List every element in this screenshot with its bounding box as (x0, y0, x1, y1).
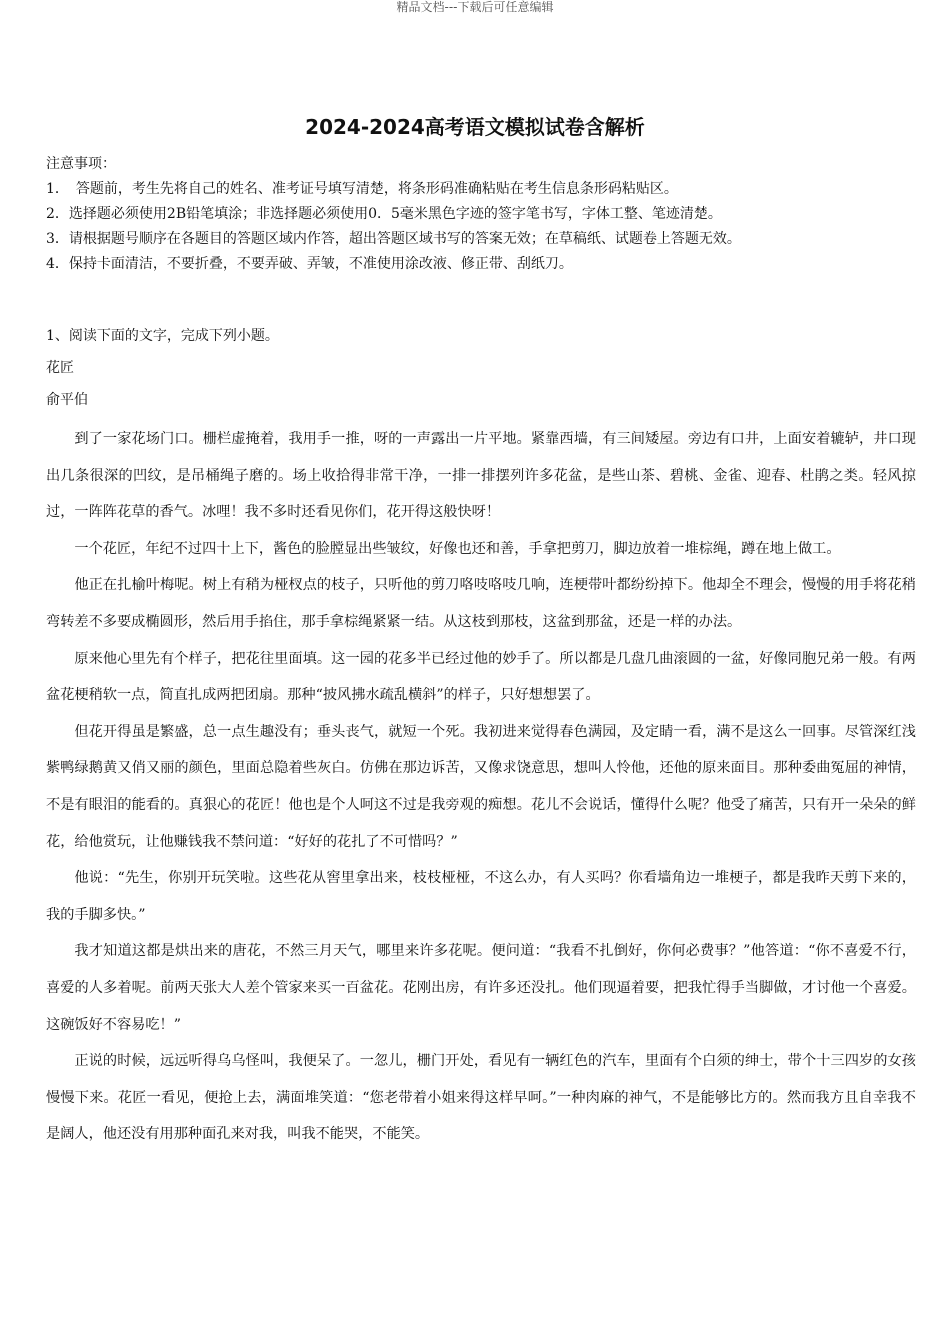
article-title: 花匠 (46, 360, 74, 376)
article-paragraph: 到了一家花场门口。栅栏虚掩着，我用手一推，呀的一声露出一片平地。紧靠西墙，有三间矮屋。旁边有口井，上面安着辘轳，井口现出几条很深的凹纹，是吊桶绳子磨的。场上收拾得非常干净，一排一排摆列许多花盆，是些山茶、碧桃、金雀、迎春、杜鹃之类。轻风掠过，一阵阵花草的香气。冰哩！我不多时还看见你们，花开得这般快呀！ (46, 431, 916, 521)
question-prompt: 1、阅读下面的文字，完成下列小题。 (46, 328, 279, 344)
notice-item: 4．保持卡面清洁，不要折叠，不要弄破、弄皱，不准使用涂改液、修正带、刮纸刀。 (46, 256, 573, 272)
article-paragraph: 一个花匠，年纪不过四十上下，酱色的脸膛显出些皱纹，好像也还和善，手拿把剪刀，脚边放着一堆棕绳，蹲在地上做工。 (74, 540, 841, 557)
article-paragraph: 我才知道这都是烘出来的唐花，不然三月天气，哪里来许多花呢。便问道：“我看不扎倒好，你何必费事？”他答道：“你不喜爱不行，喜爱的人多着呢。前两天张大人差个管家来买一百盆花。花刚出房，有许多还没扎。他们现逼着要，把我忙得手当脚做，才讨他一个喜爱。这碗饭好不容易吃！” (46, 943, 916, 1033)
question-1 (46, 325, 916, 1153)
notice-item: 2．选择题必须使用2B铅笔填涂；非选择题必须使用0．5毫米黑色字迹的签字笔书写，字体工整、笔迹清楚。 (46, 206, 722, 222)
notice-item: 3．请根据题号顺序在各题目的答题区域内作答，超出答题区域书写的答案无效；在草稿纸、试题卷上答题无效。 (46, 231, 741, 247)
article-paragraph: 原来他心里先有个样子，把花往里面填。这一园的花多半已经过他的妙手了。所以都是几盘几曲滚圆的一盆，好像同胞兄弟一般。有两盆花梗稍软一点，简直扎成两把团扇。那种“披风拂水疏乱横斜”的样子，只好想想罢了。 (46, 650, 916, 704)
article-paragraph: 他说：“先生，你别开玩笑啦。这些花从窖里拿出来，枝枝桠桠，不这么办，有人买吗？你看墙角边一堆梗子，都是我昨天剪下来的，我的手脚多快。” (46, 870, 916, 923)
article-paragraph: 他正在扎榆叶梅呢。树上有稍为桠杈点的枝子，只听他的剪刀咯吱咯吱几响，连梗带叶都纷纷掉下。他却全不理会，慢慢的用手将花稍弯转差不多要成椭圆形，然后用手掐住，那手拿棕绳紧紧一结。从这枝到那枝，这盆到那盆，还是一样的办法。 (46, 577, 916, 630)
notice-section (46, 152, 916, 277)
notice-heading: 注意事项： (46, 156, 116, 172)
article-paragraph: 但花开得虽是繁盛，总一点生趣没有；垂头丧气，就短一个死。我初进来觉得春色满园，及定睛一看，满不是这么一回事。尽管深红浅紫鸭绿鹅黄又俏又丽的颜色，里面总隐着些灰白。仿佛在那边诉苦，又像求饶意思，想叫人怜他，还他的原来面目。那种委曲冤屈的神情，不是有眼泪的能看的。真狠心的花匠！他也是个人呵这不过是我旁观的痴想。花儿不会说话，懂得什么呢？他受了痛苦，只有开一朵朵的鲜花，给他赏玩，让他赚钱我不禁问道：“好好的花扎了不可惜吗？” (46, 723, 916, 850)
article-author: 俞平伯 (46, 392, 88, 408)
document-title: 2024-2024高考语文模拟试卷含解析 (305, 115, 645, 139)
article-paragraph: 正说的时候，远远听得乌乌怪叫，我便呆了。一忽儿，栅门开处，看见有一辆红色的汽车，里面有个白须的绅士，带个十三四岁的女孩慢慢下来。花匠一看见，便抢上去，满面堆笑道：“您老带着小姐来得这样早呵。”一种肉麻的神气，不是能够比方的。然而我方且自幸我不是阔人，他还没有用那种面孔来对我，叫我不能哭，不能笑。 (46, 1053, 916, 1143)
page-header-watermark: 精品文档---下载后可任意编辑 (396, 0, 554, 14)
notice-item: 1． 答题前，考生先将自己的姓名、准考证号填写清楚，将条形码准确粘贴在考生信息条形码粘贴区。 (46, 181, 678, 197)
article-body (46, 421, 916, 1153)
